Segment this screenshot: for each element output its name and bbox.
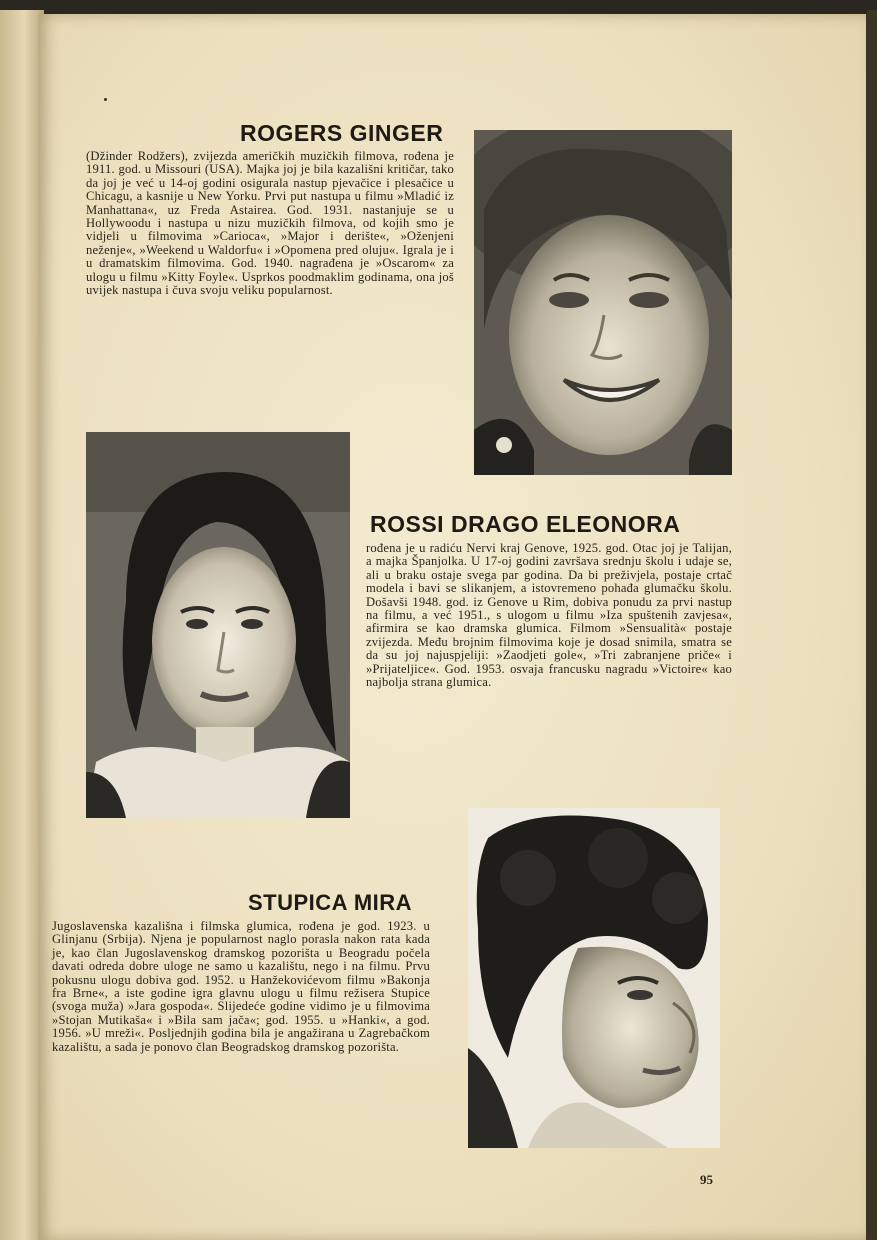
print-speck	[104, 98, 107, 101]
portrait-image-rossi-drago	[86, 432, 350, 818]
entry-heading-rossi-drago: ROSSI DRAGO ELEONORA	[370, 511, 681, 537]
entry-body-stupica: Jugoslavenska kazališna i filmska glumica, rođena je god. 1923. u Glinjanu (Srbija). Njena je popularnost naglo porasla nakon rata kada je, kao član Jugoslavenskog dramskog pozorišta u Beogradu počela davati odredа dobre uloge ne samo u kazalištu, nego i na filmu. Prvu pokusnu ulogu dobiva god. 1952. u Hanžekovićevom filmu »Bakonja fra Brne«, a iste godine igra glavnu ulogu u filmu režisera Stupice (svoga muža) »Jara gospoda«. Slijedeće godine vidimo je u filmovima »Stojan Mutikaša« i »Bila sam jača«; god. 1955. u »Hanki«, a god. 1956. »U mreži«. Posljednjih godina bila je angažirana u Zagrebačkom kazalištu, a sada je ponovo član Beogradskog dramskog pozorišta.	[52, 919, 430, 1054]
scan-top-edge	[0, 0, 877, 14]
page-number: 95	[700, 1172, 713, 1187]
portrait-photo-rossi-drago	[86, 432, 350, 818]
portrait-photo-rogers	[474, 130, 732, 475]
scan-right-edge	[867, 10, 877, 1240]
entry-heading-rogers: ROGERS GINGER	[240, 120, 444, 146]
entry-body-rossi-drago: rođena je u radiću Nervi kraj Genove, 1925. god. Otac joj je Talijan, a majka Španjolka. U 17-oj godini završava srednju školu i udaje se, ali u braku ostaje svega par godina. Da bi preživjela, postaje crtač modela i bavi se slikanjem, a istovremeno pohađa glumačku školu. Došavši 1948. god. iz Genove u Rim, dobiva ponudu za prvi nastup na filmu, a već 1951., s ulogom u filmu »Iza spuštenih zavjesa«, afirmira se kao dramska glumica. Filmom »Sensualità« postaje zvijezda. Među brojnim filmovima koje je dosad snimila, smatra se da su joj najuspjeliji: »Zaodjeti gole«, »Tri zabranjene priče« i »Prijateljice«. God. 1953. osvaja francusku nagradu »Victoire« kao najbolja strana glumica.	[366, 541, 732, 690]
portrait-photo-stupica	[468, 808, 720, 1148]
portrait-image-rogers	[474, 130, 732, 475]
entry-heading-stupica: STUPICA MIRA	[248, 890, 413, 915]
book-page	[38, 14, 866, 1240]
entry-body-rogers: (Džinder Rodžers), zvijezda američkih muzičkih filmova, rođena je 1911. god. u Missouri (USA). Majka joj je bila kazališni kritičar, tako da joj je već u 14-oj godini osigurala nastup pjevačice i plesačice u Chicagu, a kasnije u New Yorku. Prvi put nastupa u filmu »Mladić iz Manhattana«, uz Freda Astairea. God. 1931. nastanjuje se u Hollywoodu i nastupa u nizu muzičkih filmova, od kojih smo je vidjeli u filmovima »Carioca«, »Major i derište«, »Oženjeni neženje«, »Weekend u Waldorfu« i »Opomena pred oluju«. Igrala je i u dramatskim filmovima. God. 1940. nagrađena je »Oscarom« za ulogu u filmu »Kitty Foyle«. Usprkos poodmaklim godinama, ona još uvijek nastupa i čuva svoju veliku popularnost.	[86, 149, 454, 298]
portrait-image-stupica	[468, 808, 720, 1148]
